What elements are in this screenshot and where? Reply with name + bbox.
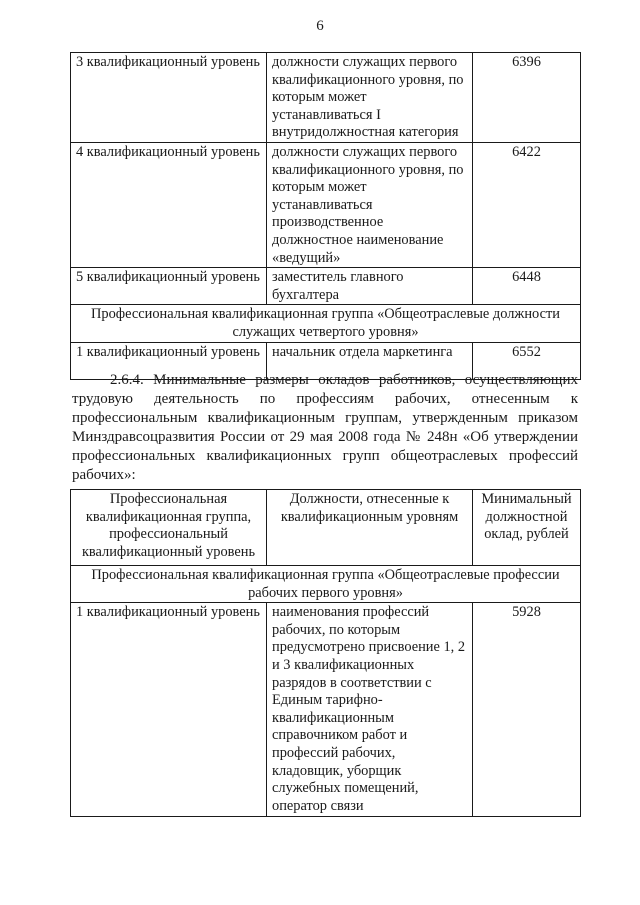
salary-cell: 5928 [473, 603, 581, 817]
header-group: Профессиональная квалификационная группа, профессиональный квалификационный уровень [71, 490, 267, 566]
group-title-cell: Профессиональная квалификационная группа «Общеотраслевые профессии рабочих первого уровня» [71, 566, 581, 603]
positions-cell: должности служащих первого квалификационного уровня, по которым может устанавливаться I внутридолжностная категория [267, 53, 473, 143]
header-positions: Должности, отнесенные к квалификационным уровням [267, 490, 473, 566]
salary-cell: 6396 [473, 53, 581, 143]
salary-cell: 6422 [473, 142, 581, 267]
group-title-row [71, 305, 581, 342]
table-row [71, 53, 581, 143]
positions-cell: начальник отдела маркетинга [267, 342, 473, 379]
salary-cell: 6448 [473, 268, 581, 305]
table-row [71, 268, 581, 305]
paragraph-2-6-4: 2.6.4. Минимальные размеры окладов работников, осуществляющих трудовую деятельность по профессиям рабочих, отнесенным к профессиональным квалификационным группам, утвержденным приказом Минздравсоцразвития России от 29 мая 2008 года № 248н «Об утверждении профессиональных квалификационных групп общеотраслевых профессий рабочих»: [72, 372, 578, 483]
salary-cell: 6552 [473, 342, 581, 379]
salary-table-top [70, 52, 581, 380]
positions-cell: заместитель главного бухгалтера [267, 268, 473, 305]
positions-cell: наименования профессий рабочих, по которым предусмотрено присвоение 1, 2 и 3 квалификационных разрядов в соответствии с Единым тарифно-квалификационным справочником работ и профессий рабочих, кладовщик, уборщик служебных помещений, оператор связи [267, 603, 473, 817]
group-title-cell: Профессиональная квалификационная группа «Общеотраслевые должности служащих четвертого уровня» [71, 305, 581, 342]
salary-table-bottom [70, 489, 581, 817]
level-cell: 1 квалификационный уровень [71, 603, 267, 817]
level-cell: 4 квалификационный уровень [71, 142, 267, 267]
group-title-row [71, 566, 581, 603]
level-cell: 5 квалификационный уровень [71, 268, 267, 305]
level-cell: 3 квалификационный уровень [71, 53, 267, 143]
header-salary: Минимальный должностной оклад, рублей [473, 490, 581, 566]
table-header-row [71, 490, 581, 566]
page-number: 6 [316, 18, 324, 34]
positions-cell: должности служащих первого квалификационного уровня, по которым может устанавливаться производственное должностное наименование «ведущий» [267, 142, 473, 267]
table-row [71, 603, 581, 817]
level-cell: 1 квалификационный уровень [71, 342, 267, 379]
table-row [71, 142, 581, 267]
